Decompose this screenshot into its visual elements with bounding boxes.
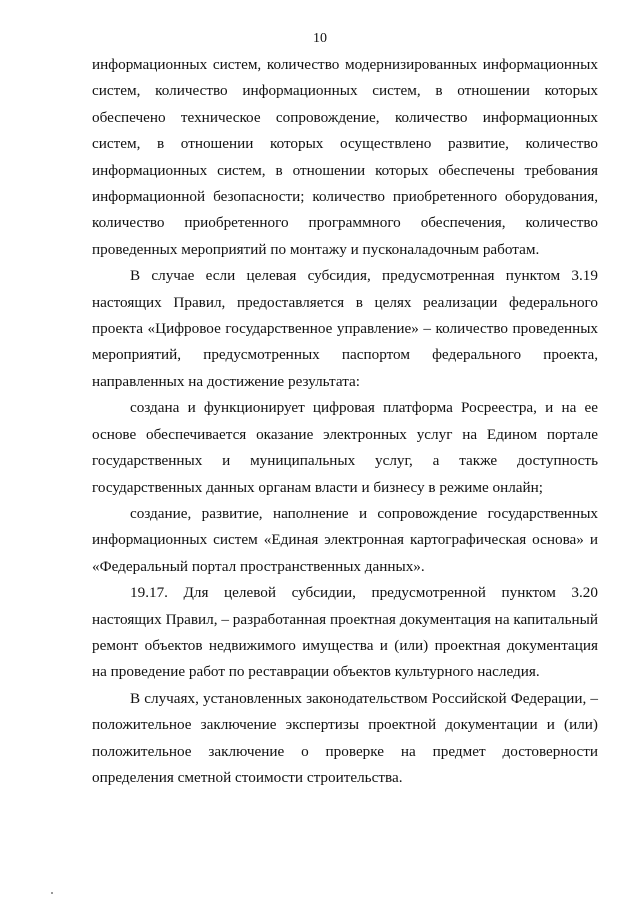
- paragraph-digital-governance-subsidy: В случае если целевая субсидия, предусмотренная пунктом 3.19 настоящих Правил, предоставляется в целях реализации федерального проекта «Цифровое государственное управление» – количество проведенных мероприятий, предусмотренных паспортом федерального проекта, направленных на достижение результата:: [92, 267, 598, 390]
- scan-artifact: [51, 892, 53, 894]
- paragraph-rosreestr-platform: создана и функционирует цифровая платформа Росреестра, и на ее основе обеспечивается оказание электронных услуг на Едином портале государственных и муниципальных услуг, а также доступность государственных данных органам власти и бизнесу в режиме онлайн;: [92, 399, 598, 496]
- paragraph-section-19-17: 19.17. Для целевой субсидии, предусмотренной пунктом 3.20 настоящих Правил, – разработанная проектная документация на капитальный ремонт объектов недвижимого имущества и (или) проектная документация на проведение работ по реставрации объектов культурного наследия.: [92, 584, 598, 681]
- paragraph-cartographic-systems: создание, развитие, наполнение и сопровождение государственных информационных систем «Единая электронная картографическая основа» и «Федеральный портал пространственных данных».: [92, 504, 598, 575]
- paragraph-expert-review: В случаях, установленных законодательством Российской Федерации, – положительное заключение экспертизы проектной документации и (или) положительное заключение о проверке на предмет достоверности определения сметной стоимости строительства.: [92, 689, 598, 786]
- paragraph-continuation: информационных систем, количество модернизированных информационных систем, количество информационных систем, в отношении которых обеспечено техническое сопровождение, количество информационных систем, в отношении которых осуществлено развитие, количество информационных систем, в отношении которых обеспечены требования информационной безопасности; количество приобретенного оборудования, количество приобретенного программного обеспечения, количество проведенных мероприятий по монтажу и пусконаладочным работам.: [92, 56, 598, 258]
- page-number: 10: [313, 31, 327, 46]
- document-body: [92, 52, 598, 791]
